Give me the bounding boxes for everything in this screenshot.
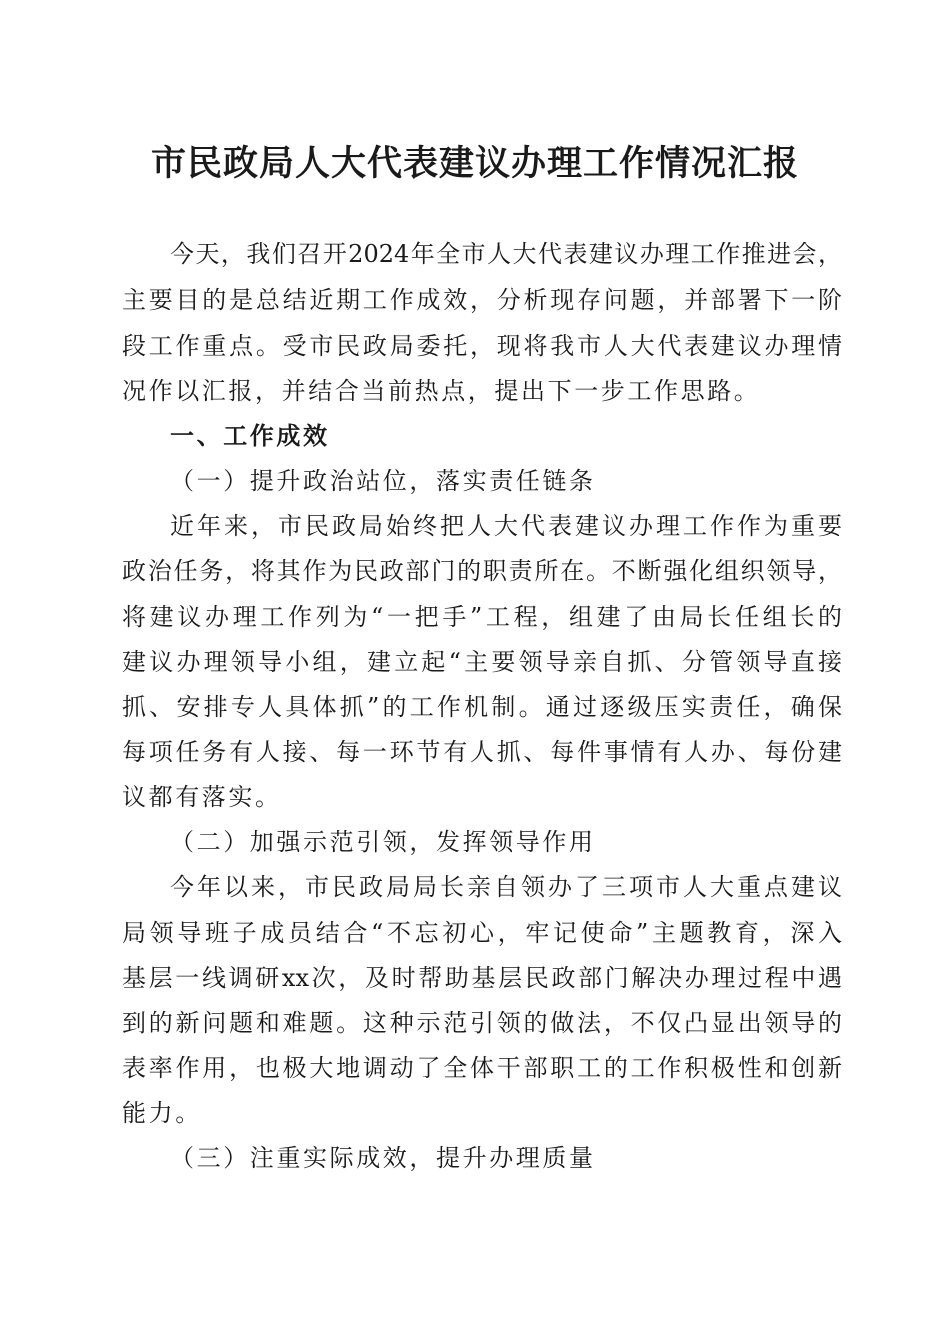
paragraph-line: 局领导班子成员结合“不忘初心，牢记使命”主题教育，深入 [122, 919, 842, 947]
paragraph-line: 抓、安排专人具体抓”的工作机制。通过逐级压实责任，确保 [122, 693, 842, 721]
paragraph-line: 能力。 [122, 1099, 202, 1127]
paragraph-line: 今年以来，市民政局局长亲自领办了三项市人大重点建议 [170, 873, 842, 901]
paragraph-line: 每项任务有人接、每一环节有人抓、每件事情有人办、每份建 [122, 738, 842, 766]
paragraph-line: 将建议办理工作列为“一把手”工程，组建了由局长任组长的 [122, 603, 842, 631]
paragraph-line: 议都有落实。 [122, 783, 282, 811]
paragraph-line: 今天，我们召开2024年全市人大代表建议办理工作推进会， [170, 240, 842, 268]
paragraph-line: 近年来，市民政局始终把人大代表建议办理工作作为重要 [170, 512, 842, 540]
paragraph-line: 建议办理领导小组，建立起“主要领导亲自抓、分管领导直接 [122, 648, 842, 676]
document-title: 市民政局人大代表建议办理工作情况汇报 [150, 143, 799, 184]
paragraph-line: 到的新问题和难题。这种示范引领的做法，不仅凸显出领导的 [122, 1009, 842, 1037]
paragraph-line: 段工作重点。受市民政局委托，现将我市人大代表建议办理情 [122, 332, 842, 360]
paragraph-line: 况作以汇报，并结合当前热点，提出下一步工作思路。 [122, 377, 761, 405]
paragraph-line: 政治任务，将其作为民政部门的职责所在。不断强化组织领导， [122, 557, 842, 585]
subsection-heading: （三）注重实际成效，提升办理质量 [170, 1144, 596, 1172]
section-heading: 一、工作成效 [170, 422, 330, 450]
paragraph-line: 基层一线调研xx次，及时帮助基层民政部门解决办理过程中遇 [122, 964, 842, 992]
paragraph-line: 表率作用，也极大地调动了全体干部职工的工作积极性和创新 [122, 1054, 842, 1082]
subsection-heading: （一）提升政治站位，落实责任链条 [170, 467, 596, 495]
subsection-heading: （二）加强示范引领，发挥领导作用 [170, 828, 596, 856]
paragraph-line: 主要目的是总结近期工作成效，分析现存问题，并部署下一阶 [122, 286, 842, 314]
